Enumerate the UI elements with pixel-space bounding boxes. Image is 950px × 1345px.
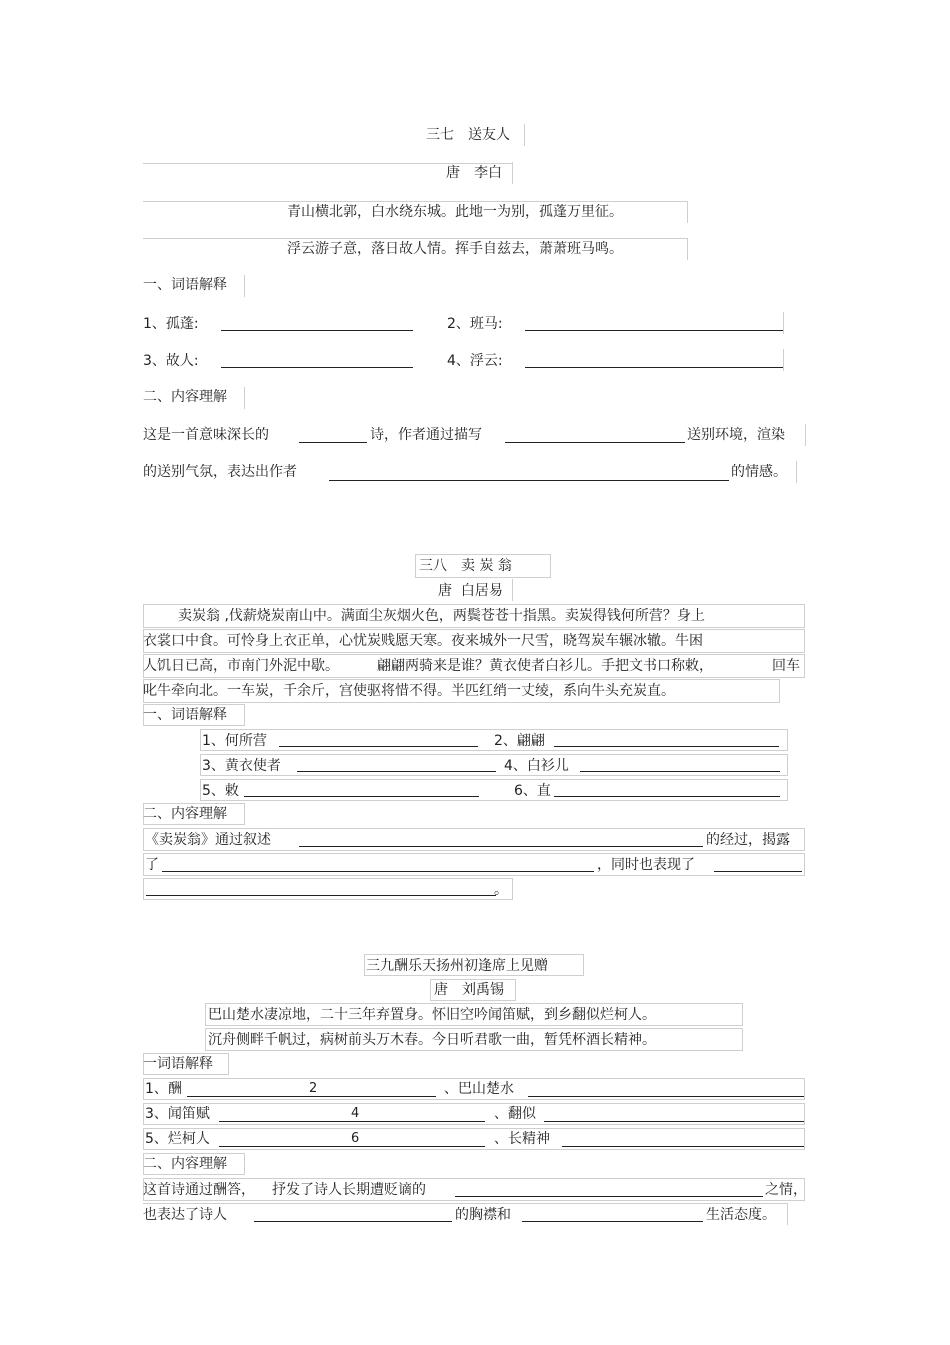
content-text: 诗，作者通过描写 (370, 427, 482, 443)
section-heading: 一、词语解释 (143, 707, 227, 723)
question-label: 、巴山楚水 (444, 1081, 514, 1097)
question-label: 4、白衫儿 (504, 758, 569, 774)
poem-author: 唐 李白 (446, 165, 502, 181)
answer-blank[interactable] (562, 1146, 804, 1147)
divider (796, 461, 797, 483)
section-heading: 二、内容理解 (143, 806, 227, 822)
question-label: 5、敕 (202, 783, 239, 799)
content-text: 这是一首意味深长的 (143, 427, 269, 443)
question-row-box (200, 754, 788, 776)
question-label: 1、孤蓬: (143, 316, 199, 332)
content-text: 的情感。 (731, 464, 787, 480)
answer-blank[interactable] (554, 796, 780, 797)
content-text: 了 (145, 857, 159, 873)
question-label: 3、黄衣使者 (202, 758, 281, 774)
poem-line: 沉舟侧畔千帆过，病树前头万木春。今日听君歌一曲，暂凭杯酒长精神。 (208, 1032, 656, 1048)
question-label: 、长精神 (494, 1131, 550, 1147)
question-row-box (200, 779, 788, 801)
question-label: 3、闻笛赋 (145, 1106, 210, 1122)
divider (524, 124, 525, 146)
divider (687, 238, 688, 260)
poem-line: 翩翩两骑来是谁？黄衣使者白衫儿。手把文书口称敕， (377, 658, 713, 674)
content-text: 的经过，揭露 (706, 832, 790, 848)
answer-blank[interactable] (554, 746, 779, 747)
answer-blank[interactable] (299, 846, 703, 847)
divider (783, 312, 784, 334)
question-number: 4 (351, 1106, 360, 1121)
divider (143, 201, 688, 202)
divider (244, 275, 245, 297)
poem-line: 叱牛牵向北。一车炭，千余斤，宫使驱将惜不得。半匹红绡一丈绫，系向牛头充炭直。 (143, 683, 675, 699)
content-text: ，同时也表现了 (597, 857, 695, 873)
section-heading: 一、词语解释 (143, 277, 227, 293)
answer-blank[interactable] (714, 871, 802, 872)
content-text: 生活态度。 (706, 1207, 776, 1223)
content-text: 这首诗通过酬答， (143, 1182, 255, 1198)
answer-blank[interactable] (244, 796, 479, 797)
answer-blank[interactable] (329, 480, 729, 481)
answer-blank[interactable] (544, 1121, 804, 1122)
answer-blank[interactable] (297, 771, 496, 772)
section-heading: 二、内容理解 (143, 1156, 227, 1172)
poem-line: 人饥日已高，市南门外泥中歇。 (143, 658, 339, 674)
question-label: 2、班马: (447, 316, 503, 332)
poem-title: 三八 卖 炭 翁 (419, 558, 512, 574)
poem-line: 衣裳口中食。可怜身上衣正单，心忧炭贱愿天寒。夜来城外一尺雪，晓驾炭车辗冰辙。牛困 (143, 633, 703, 649)
answer-blank[interactable] (580, 771, 780, 772)
answer-blank[interactable] (299, 442, 367, 443)
divider (512, 162, 513, 184)
poem-author: 唐 白居易 (438, 583, 503, 599)
poem-author: 唐 刘禹锡 (434, 982, 504, 998)
answer-blank[interactable] (221, 367, 413, 368)
divider (143, 238, 688, 239)
question-label: 、翻似 (494, 1106, 536, 1122)
answer-blank[interactable] (279, 746, 478, 747)
divider (687, 201, 688, 223)
answer-blank[interactable] (455, 1196, 763, 1197)
content-text: 。 (494, 882, 508, 898)
poem-line: 巴山楚水凄凉地，二十三年弃置身。怀旧空吟闻笛赋，到乡翻似烂柯人。 (208, 1007, 656, 1023)
answer-blank[interactable] (522, 1221, 703, 1222)
divider (143, 1203, 788, 1204)
poem-line: 浮云游子意，落日故人情。挥手自兹去，萧萧班马鸣。 (287, 241, 623, 257)
answer-blank[interactable] (221, 330, 413, 331)
section-heading: 二、内容理解 (143, 389, 227, 405)
question-number: 6 (351, 1131, 360, 1146)
divider (787, 1203, 788, 1225)
poem-title: 三七 送友人 (426, 127, 510, 143)
poem-line: 青山横北郭，白水绕东城。此地一为别，孤蓬万里征。 (287, 204, 623, 220)
question-label: 1、酬 (145, 1081, 182, 1097)
content-text: 的胸襟和 (455, 1207, 511, 1223)
content-text: 也表达了诗人 (143, 1207, 227, 1223)
poem-line: 卖炭翁 ,伐薪烧炭南山中。满面尘灰烟火色，两鬓苍苍十指黑。卖炭得钱何所营？身上 (178, 608, 705, 624)
divider (805, 424, 806, 446)
answer-blank[interactable] (525, 330, 783, 331)
content-text: 抒发了诗人长期遭贬谪的 (272, 1182, 426, 1198)
answer-blank[interactable] (254, 1221, 452, 1222)
question-label: 6、直 (514, 783, 551, 799)
answer-blank[interactable] (162, 871, 594, 872)
text-row-box (143, 853, 805, 876)
content-text: 送别环境，渲染 (687, 427, 785, 443)
text-row-box (143, 878, 513, 900)
poem-title: 三九酬乐天扬州初逢席上见赠 (366, 958, 548, 974)
content-text: 《卖炭翁》通过叙述 (145, 832, 271, 848)
question-label: 5、烂柯人 (145, 1131, 210, 1147)
question-label: 4、浮云: (447, 353, 503, 369)
answer-blank[interactable] (525, 367, 783, 368)
answer-blank[interactable] (505, 442, 685, 443)
divider (244, 387, 245, 409)
question-number: 2 (309, 1081, 318, 1096)
question-label: 3、故人: (143, 353, 199, 369)
question-label: 1、何所营 (202, 733, 267, 749)
divider (512, 579, 513, 601)
divider (783, 349, 784, 371)
poem-line: 回车 (772, 658, 800, 674)
section-heading: 一词语解释 (143, 1056, 213, 1072)
content-text: 之情， (765, 1182, 807, 1198)
answer-blank[interactable] (146, 895, 496, 896)
answer-blank[interactable] (528, 1096, 804, 1097)
content-text: 的送别气氛，表达出作者 (143, 464, 297, 480)
question-label: 2、翩翩 (494, 733, 545, 749)
